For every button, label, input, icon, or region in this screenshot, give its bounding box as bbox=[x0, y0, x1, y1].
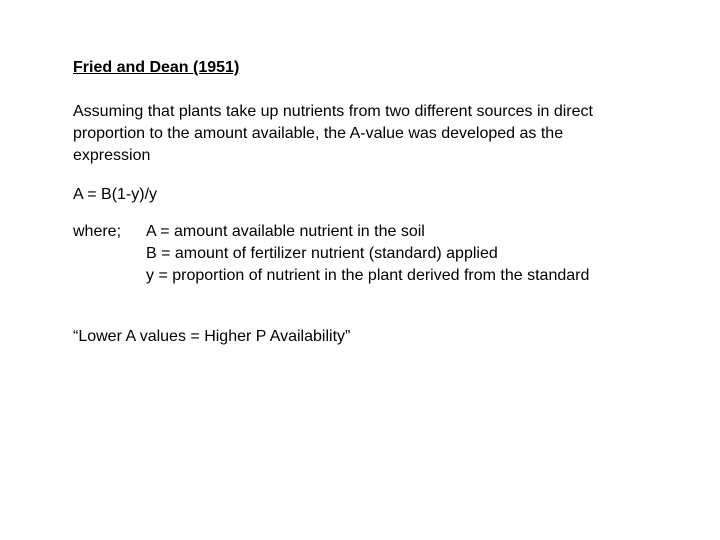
paragraph-line: expression bbox=[73, 147, 151, 164]
definition-a: A = amount available nutrient in the soil bbox=[146, 223, 425, 240]
definitions-lead: where; bbox=[73, 223, 122, 240]
a-value-equation: A = B(1-y)/y bbox=[73, 186, 158, 203]
variable-definitions bbox=[73, 221, 589, 287]
paragraph-line: Assuming that plants take up nutrients from two different sources in direct bbox=[73, 103, 593, 120]
definition-y: y = proportion of nutrient in the plant derived from the standard bbox=[146, 267, 590, 284]
definition-row bbox=[73, 221, 589, 243]
summary-quote: “Lower A values = Higher P Availability” bbox=[73, 328, 351, 345]
definition-row bbox=[73, 265, 589, 287]
paragraph-line: proportion to the amount available, the A-value was developed as the bbox=[73, 125, 564, 142]
slide-title: Fried and Dean (1951) bbox=[73, 59, 240, 76]
definition-b: B = amount of fertilizer nutrient (standard) applied bbox=[146, 245, 498, 262]
definition-spacer bbox=[73, 243, 146, 265]
definition-spacer bbox=[73, 265, 146, 287]
description-paragraph bbox=[73, 101, 673, 167]
definition-row bbox=[73, 243, 589, 265]
